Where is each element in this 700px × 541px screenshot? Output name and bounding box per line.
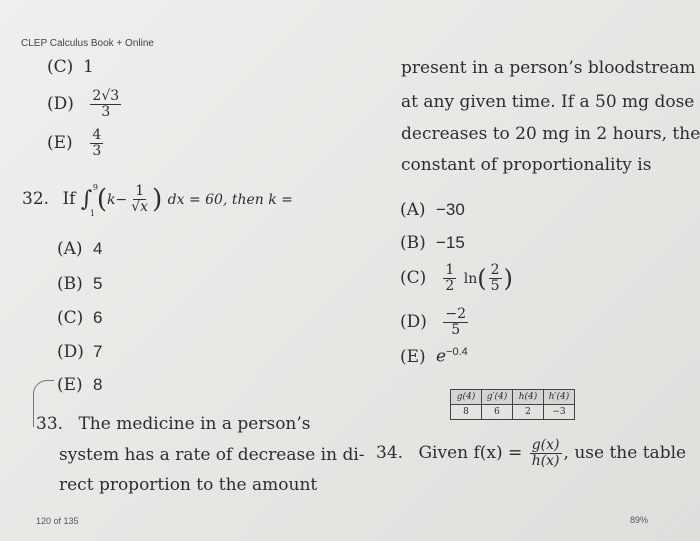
book-title: CLEP Calculus Book + Online [21, 38, 154, 49]
question-32-prefix: If [62, 189, 76, 209]
question-33-cont-line-4: constant of proportionality is [401, 155, 652, 175]
q32-option-d: (D) 7 [57, 342, 103, 362]
q32-option-a: (A) 4 [57, 239, 103, 259]
table-row [451, 405, 575, 420]
table-header-row [451, 390, 575, 405]
question-33 [36, 414, 311, 434]
question-34-suffix: , use the table [563, 443, 687, 463]
zoom-level: 89% [630, 515, 649, 525]
q33-option-d-fraction: $\frac{-2}{5}$ [445, 306, 467, 338]
question-34-prefix: Given f(x) = [418, 443, 523, 463]
table-header-cell: g′(4) [482, 390, 513, 405]
question-32-suffix: dx = 60, then k = [167, 192, 293, 208]
question-34-fraction: $\frac{g(x)}{h(x)}$ [531, 437, 560, 469]
question-33-cont-line-3: decreases to 20 mg in 2 hours, the [401, 124, 700, 144]
table-cell: 8 [451, 405, 482, 420]
question-34 [376, 438, 686, 469]
question-32-number: 32. [22, 189, 50, 209]
page-indicator: 120 of 135 [36, 516, 79, 526]
question-33-cont-line-1: present in a person’s bloodstream [401, 58, 696, 78]
table-header-cell: h(4) [513, 390, 544, 405]
q33-option-c-inner-fraction: $\frac{2}{5}$ [490, 262, 500, 294]
prev-option-d: (D) $\frac{2√3}{3}$ [47, 88, 120, 120]
integral-lower-limit: 1 [89, 209, 95, 218]
table-header-cell: g(4) [451, 390, 482, 405]
table-cell: 6 [482, 405, 513, 420]
q33-option-b: (B) −15 [400, 233, 465, 253]
prev-option-e: (E) $\frac{4}{3}$ [47, 127, 102, 159]
q33-option-d: (D) $\frac{-2}{5}$ [400, 306, 467, 338]
prev-option-c: (C) 1 [47, 57, 94, 77]
q32-option-c: (C) 6 [57, 308, 103, 328]
integrand-fraction: $\frac{1}{√x}$ [131, 183, 149, 215]
q32-option-e: (E) 8 [57, 375, 103, 395]
table-cell: −3 [544, 405, 575, 420]
q33-option-c: (C) $\frac{1}{2}$ ln( $\frac{2}{5}$ ) [400, 262, 513, 294]
question-32: 32. If ∫ 9 1 (k− $\frac{1}{√x}$ ) dx = 60, then k = [22, 183, 293, 218]
q33-option-e: (E) $e^{-0.4}$ [400, 346, 468, 367]
prev-option-e-fraction: $\frac{4}{3}$ [92, 127, 102, 159]
question-34-number: 34. [376, 443, 404, 463]
integral-upper-limit: 9 [92, 183, 98, 192]
question-33-line-3: rect proportion to the amount [59, 475, 318, 495]
table-header-cell: h′(4) [544, 390, 575, 405]
prev-option-d-fraction: $\frac{2√3}{3}$ [92, 88, 120, 120]
q33-option-c-fraction: $\frac{1}{2}$ [445, 262, 455, 294]
q32-option-b: (B) 5 [57, 274, 103, 294]
question-33-cont-line-2: at any given time. If a 50 mg dose [401, 92, 695, 112]
q33-option-a: (A) −30 [400, 200, 465, 220]
question-33-number: 33. [36, 414, 64, 434]
integral-sign: ∫ 9 1 [80, 183, 98, 218]
question-33-line-2: system has a rate of decrease in di- [59, 445, 365, 465]
question-33-line-1: The medicine in a person’s [78, 414, 311, 434]
table-cell: 2 [513, 405, 544, 420]
function-values-table [450, 389, 575, 420]
